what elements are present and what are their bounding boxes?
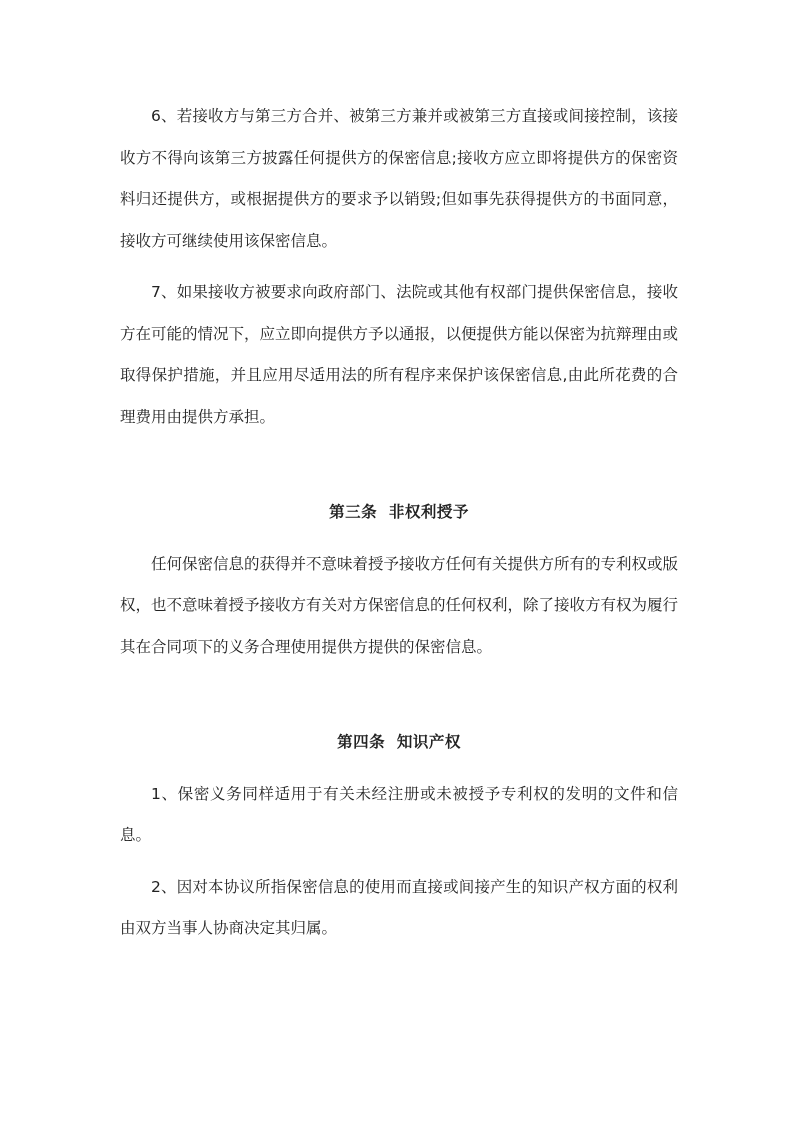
document-body: [120, 96, 678, 950]
article-3-heading: 第三条 非权利授予: [329, 503, 469, 521]
clause-paragraph-7: 7、如果接收方被要求向政府部门、法院或其他有权部门提供保密信息，接收方在可能的情况下，应立即向提供方予以通报，以便提供方能以保密为抗辩理由或取得保护措施，并且应用尽适用法的所有程序来保护该保密信息,由此所花费的合理费用由提供方承担。: [120, 283, 679, 426]
article-4-paragraph-2: 2、因对本协议所指保密信息的使用而直接或间接产生的知识产权方面的权利由双方当事人协商决定其归属。: [120, 877, 678, 937]
article-4-paragraph-1: 1、保密义务同样适用于有关未经注册或未被授予专利权的发明的文件和信息。: [120, 784, 678, 844]
clause-paragraph-6: 6、若接收方与第三方合并、被第三方兼并或被第三方直接或间接控制，该接收方不得向该第三方披露任何提供方的保密信息;接收方应立即将提供方的保密资料归还提供方，或根据提供方的要求予以销毁;但如事先获得提供方的书面同意，接收方可继续使用该保密信息。: [120, 107, 678, 250]
article-4-heading: 第四条 知识产权: [337, 733, 461, 751]
article-3-paragraph: 任何保密信息的获得并不意味着授予接收方任何有关提供方所有的专利权或版权，也不意味着授予接收方有关对方保密信息的任何权利，除了接收方有权为履行其在合同项下的义务合理使用提供方提供的保密信息。: [120, 554, 679, 656]
